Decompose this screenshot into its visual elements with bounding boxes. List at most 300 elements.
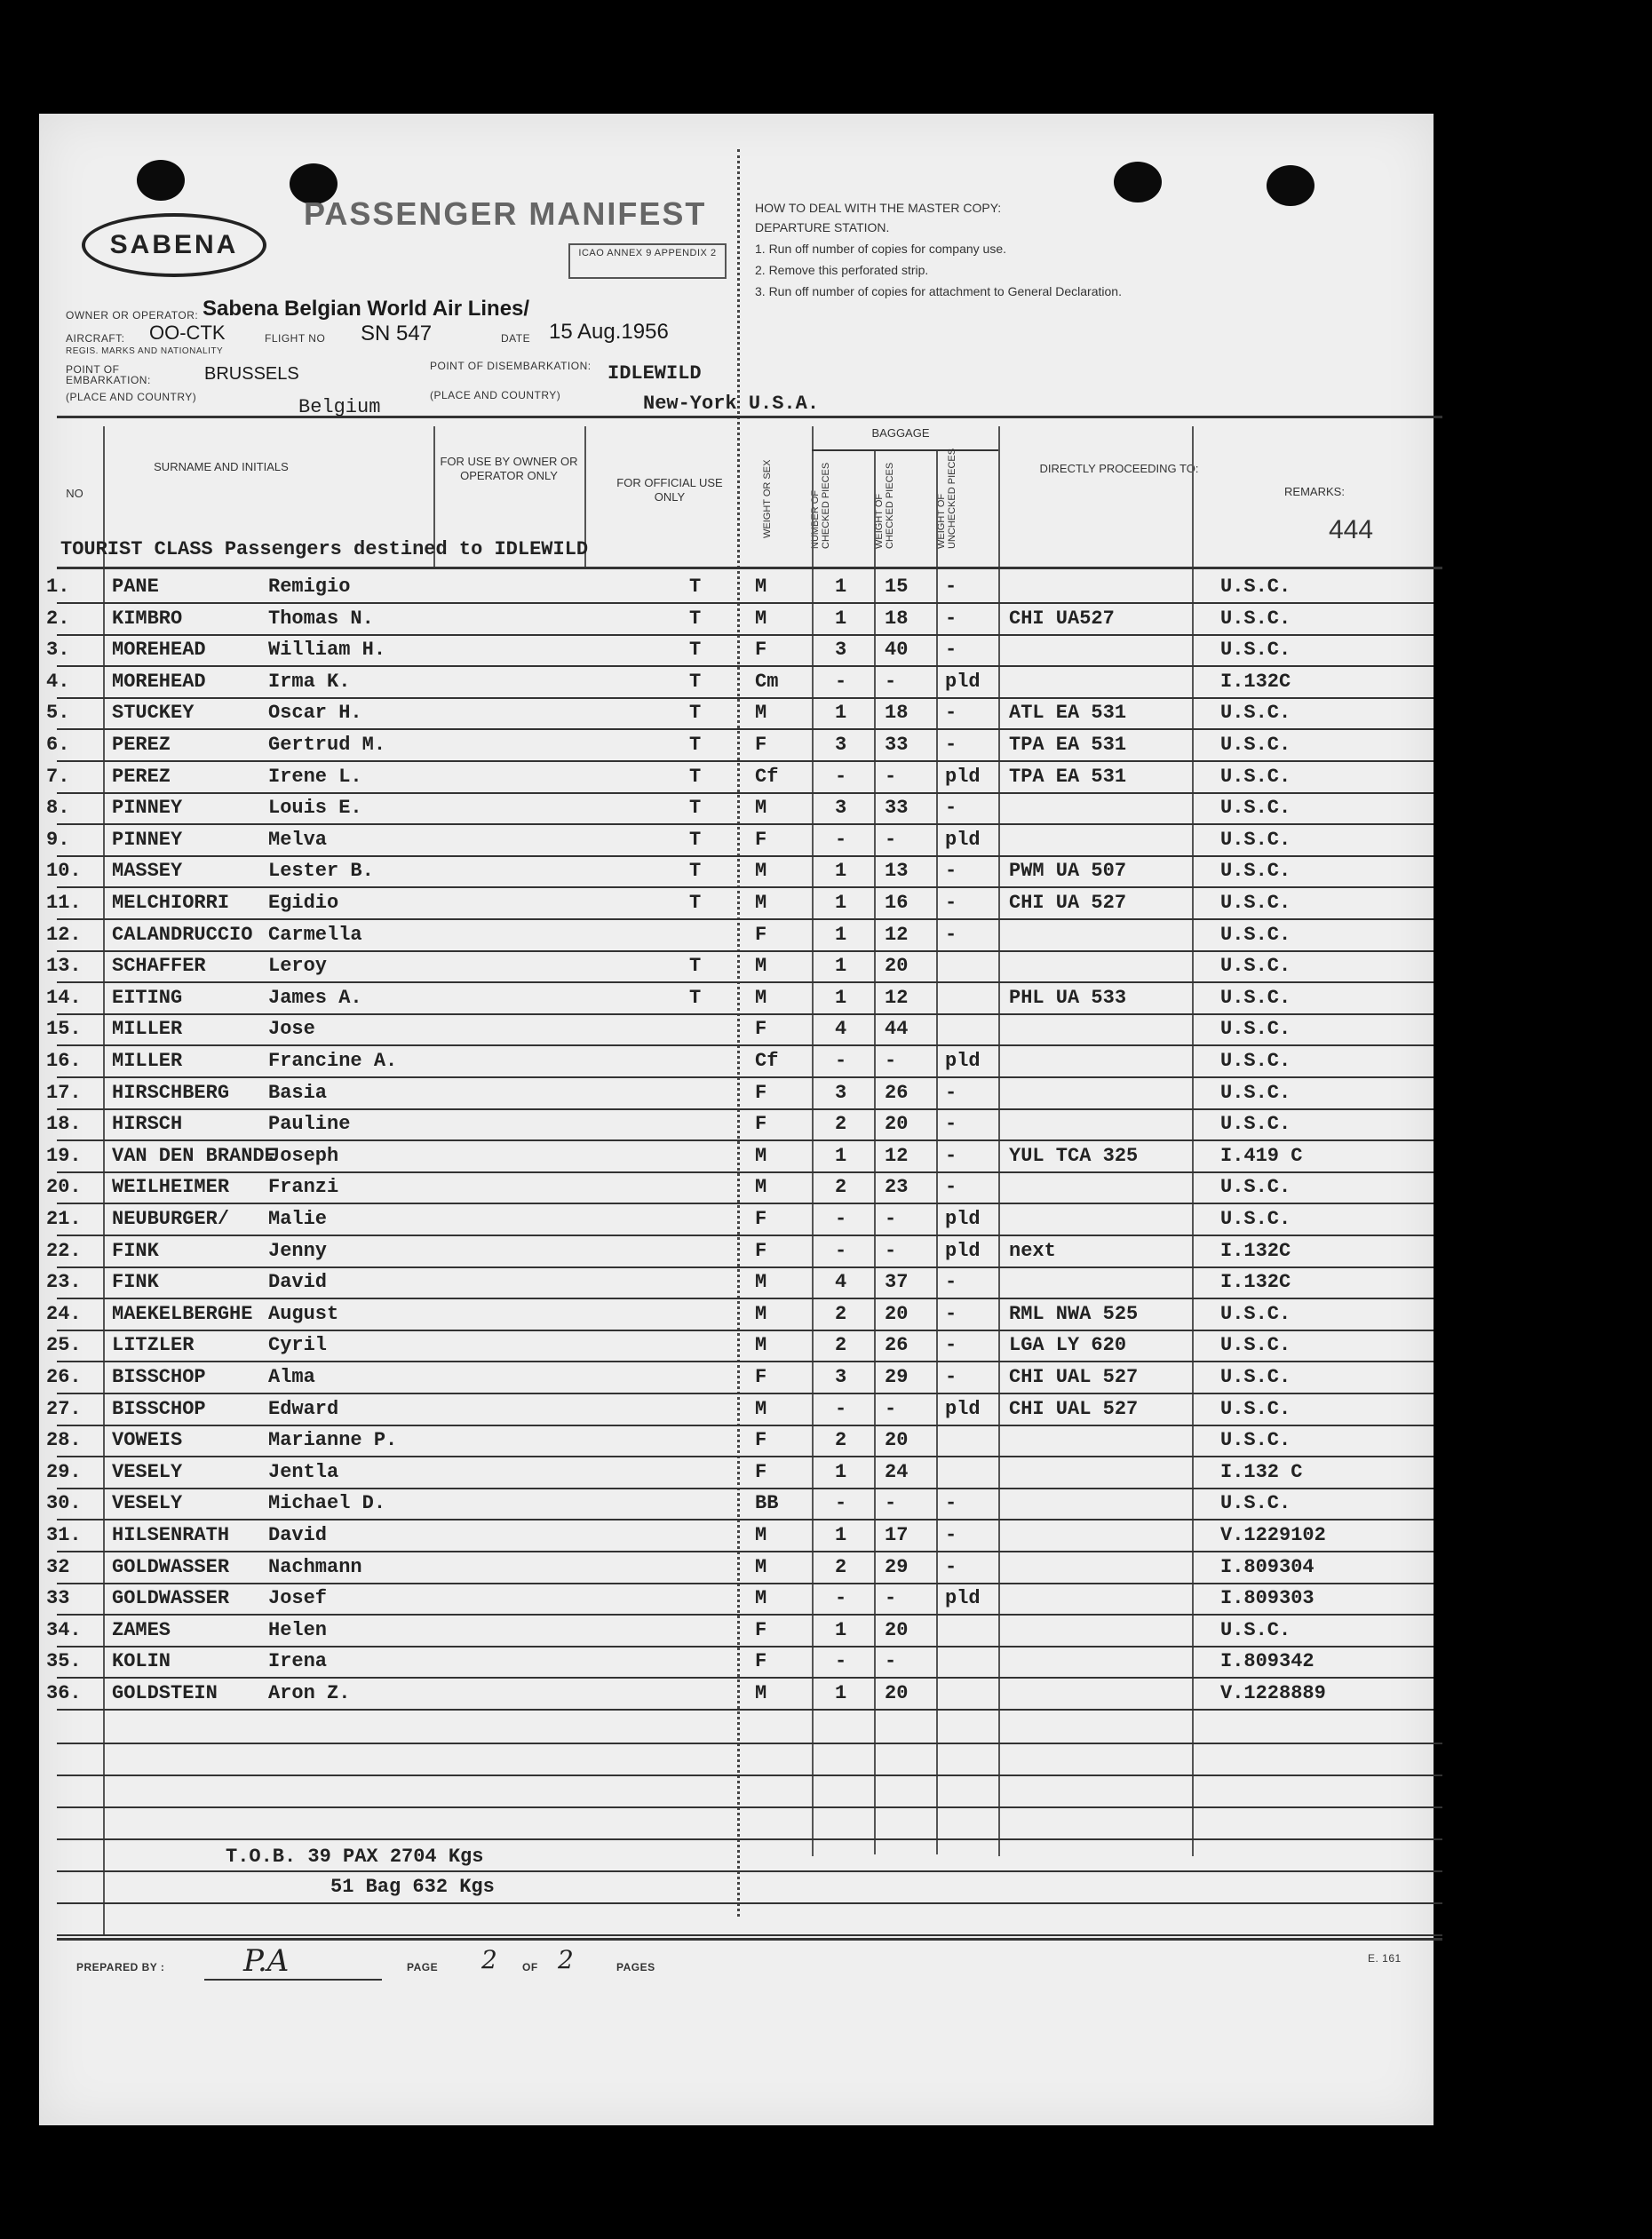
row-number: 30.	[46, 1492, 82, 1515]
row-surname: PANE	[112, 576, 159, 598]
row-proceeding: ATL EA 531	[1009, 702, 1127, 725]
row-unchecked-weight: pld	[945, 1239, 981, 1262]
row-class: T	[689, 765, 702, 788]
row-surname: EITING	[112, 986, 183, 1009]
row-proceeding: PWM UA 507	[1009, 860, 1127, 883]
row-sex: M	[755, 1302, 767, 1325]
row-remarks: U.S.C.	[1220, 734, 1291, 756]
embark-label: POINT OF EMBARKATION:	[66, 363, 151, 386]
row-checked-weight: -	[885, 1208, 897, 1230]
row-unchecked-weight: -	[945, 797, 957, 820]
row-surname: PINNEY	[112, 828, 183, 851]
row-surname: STUCKEY	[112, 702, 195, 725]
col-baggage-header: BAGGAGE	[871, 426, 930, 440]
row-remarks: I.809303	[1220, 1587, 1314, 1610]
row-remarks: U.S.C.	[1220, 828, 1291, 851]
operator-label: OWNER OR OPERATOR:	[66, 309, 199, 322]
row-surname: HIRSCHBERG	[112, 1081, 230, 1104]
row-checked-pieces: 2	[835, 1429, 847, 1452]
row-proceeding: TPA EA 531	[1009, 765, 1127, 788]
table-row	[39, 604, 1434, 636]
row-sex: M	[755, 1271, 767, 1294]
row-unchecked-weight: -	[945, 1302, 957, 1325]
row-checked-pieces: -	[835, 1239, 847, 1262]
row-class: T	[689, 702, 702, 725]
row-sex: F	[755, 1208, 767, 1230]
row-checked-weight: 24	[885, 1460, 909, 1483]
table-row	[39, 572, 1434, 604]
row-given-name: Jenny	[268, 1239, 328, 1262]
row-checked-weight: 29	[885, 1366, 909, 1388]
blank-row-rule	[57, 1934, 1442, 1936]
row-surname: BISSCHOP	[112, 1366, 206, 1388]
row-checked-weight: 26	[885, 1081, 909, 1104]
row-remarks: U.S.C.	[1220, 892, 1291, 914]
row-given-name: Pauline	[268, 1113, 351, 1136]
totals-line-2: 51 Bag 632 Kgs	[330, 1876, 495, 1898]
row-class: T	[689, 670, 702, 693]
disembark-label: POINT OF DISEMBARKATION:	[430, 360, 592, 372]
row-unchecked-weight: pld	[945, 1208, 981, 1230]
row-sex: F	[755, 1081, 767, 1104]
row-checked-weight: -	[885, 670, 897, 693]
row-surname: VESELY	[112, 1492, 183, 1515]
table-row	[39, 1236, 1434, 1268]
row-remarks: V.1228889	[1220, 1682, 1326, 1704]
row-number: 10.	[46, 860, 82, 883]
row-given-name: Louis E.	[268, 797, 362, 820]
row-checked-weight: -	[885, 1492, 897, 1515]
blank-row-rule	[57, 1838, 1442, 1840]
row-class: T	[689, 860, 702, 883]
row-sex: M	[755, 1587, 767, 1610]
row-number: 24.	[46, 1302, 82, 1325]
row-remarks: I.132 C	[1220, 1460, 1303, 1483]
row-checked-weight: 29	[885, 1555, 909, 1578]
embark-country: Belgium	[298, 396, 381, 418]
row-unchecked-weight: -	[945, 1524, 957, 1546]
row-checked-weight: 26	[885, 1334, 909, 1357]
row-surname: SCHAFFER	[112, 955, 206, 978]
table-row	[39, 825, 1434, 857]
row-proceeding: LGA LY 620	[1009, 1334, 1127, 1357]
row-number: 28.	[46, 1429, 82, 1452]
table-row	[39, 793, 1434, 825]
row-unchecked-weight: -	[945, 860, 957, 883]
row-checked-weight: 18	[885, 607, 909, 630]
row-surname: MASSEY	[112, 860, 183, 883]
row-checked-weight: 44	[885, 1018, 909, 1041]
row-unchecked-weight: pld	[945, 1050, 981, 1072]
totals-line-1: T.O.B. 39 PAX 2704 Kgs	[226, 1846, 484, 1868]
table-row	[39, 1616, 1434, 1647]
row-class: T	[689, 639, 702, 662]
row-unchecked-weight: -	[945, 1366, 957, 1388]
row-given-name: Jentla	[268, 1460, 339, 1483]
row-proceeding: RML NWA 525	[1009, 1302, 1139, 1325]
row-checked-weight: 15	[885, 576, 909, 598]
remarks-number: 444	[1329, 515, 1374, 544]
row-surname: CALANDRUCCIO	[112, 923, 253, 946]
row-sex: M	[755, 955, 767, 978]
row-unchecked-weight: -	[945, 734, 957, 756]
table-row	[39, 920, 1434, 952]
col-checked-weight-header: WEIGHT OF CHECKED PIECES	[874, 462, 895, 549]
footer-rule	[57, 1938, 1442, 1941]
table-row	[39, 1489, 1434, 1520]
table-row	[39, 1141, 1434, 1173]
row-checked-pieces: -	[835, 1587, 847, 1610]
row-remarks: U.S.C.	[1220, 1429, 1291, 1452]
row-checked-pieces: 4	[835, 1018, 847, 1041]
row-checked-pieces: 1	[835, 860, 847, 883]
blank-row-rule	[57, 1870, 1442, 1872]
row-checked-pieces: 3	[835, 1081, 847, 1104]
blank-row-rule	[57, 1806, 1442, 1808]
row-surname: LITZLER	[112, 1334, 195, 1357]
disembark-country: New-York U.S.A.	[643, 393, 820, 415]
row-number: 5.	[46, 702, 70, 725]
row-checked-pieces: 1	[835, 1460, 847, 1483]
row-given-name: James A.	[268, 986, 362, 1009]
row-unchecked-weight: -	[945, 1113, 957, 1136]
col-surname-header: SURNAME AND INITIALS	[154, 460, 289, 473]
row-number: 11.	[46, 892, 82, 914]
row-checked-weight: 20	[885, 955, 909, 978]
disembark-value: IDLEWILD	[608, 362, 702, 385]
row-proceeding: CHI UAL 527	[1009, 1366, 1139, 1388]
place-label: (PLACE AND COUNTRY)	[66, 391, 197, 403]
row-remarks: U.S.C.	[1220, 576, 1291, 598]
row-given-name: David	[268, 1271, 328, 1294]
table-top-rule	[57, 416, 1442, 418]
row-given-name: Egidio	[268, 892, 339, 914]
row-surname: HIRSCH	[112, 1113, 183, 1136]
table-row	[39, 1520, 1434, 1552]
row-sex: Cm	[755, 670, 779, 693]
row-surname: PEREZ	[112, 734, 171, 756]
row-checked-weight: 20	[885, 1302, 909, 1325]
flight-label: FLIGHT NO	[265, 332, 326, 345]
punch-hole	[1267, 165, 1314, 206]
row-surname: KIMBRO	[112, 607, 183, 630]
row-checked-pieces: -	[835, 1208, 847, 1230]
row-remarks: U.S.C.	[1220, 986, 1291, 1009]
row-number: 2.	[46, 607, 70, 630]
row-number: 16.	[46, 1050, 82, 1072]
date-value: 15 Aug.1956	[549, 320, 669, 344]
row-remarks: V.1229102	[1220, 1524, 1326, 1546]
row-checked-pieces: 3	[835, 797, 847, 820]
row-checked-weight: -	[885, 828, 897, 851]
row-number: 1.	[46, 576, 70, 598]
row-remarks: U.S.C.	[1220, 923, 1291, 946]
row-number: 35.	[46, 1650, 82, 1673]
row-remarks: I.809304	[1220, 1555, 1314, 1578]
baggage-rule	[812, 449, 998, 451]
row-class: T	[689, 986, 702, 1009]
col-weight-sex-header: WEIGHT OR SEX	[762, 459, 773, 538]
row-surname: MILLER	[112, 1018, 183, 1041]
row-given-name: Edward	[268, 1397, 339, 1420]
row-remarks: I.809342	[1220, 1650, 1314, 1673]
row-checked-weight: 12	[885, 923, 909, 946]
row-number: 18.	[46, 1113, 82, 1136]
row-checked-weight: 17	[885, 1524, 909, 1546]
row-checked-weight: 20	[885, 1682, 909, 1704]
table-row	[39, 1109, 1434, 1141]
col-unchecked-weight-header: WEIGHT OF UNCHECKED PIECES	[936, 448, 957, 549]
aircraft-value: OO-CTK	[149, 322, 226, 344]
sabena-logo: SABENA	[82, 213, 266, 277]
page-value: 2	[481, 1945, 497, 1974]
row-remarks: U.S.C.	[1220, 1492, 1291, 1515]
punch-hole	[1114, 162, 1162, 202]
row-checked-weight: 12	[885, 986, 909, 1009]
row-checked-weight: -	[885, 1050, 897, 1072]
table-row	[39, 1679, 1434, 1711]
row-surname: VOWEIS	[112, 1429, 183, 1452]
row-checked-weight: -	[885, 1397, 897, 1420]
row-given-name: Malie	[268, 1208, 328, 1230]
row-class: T	[689, 607, 702, 630]
row-unchecked-weight: pld	[945, 1587, 981, 1610]
row-sex: F	[755, 639, 767, 662]
row-number: 33	[46, 1587, 70, 1610]
table-row	[39, 698, 1434, 730]
row-checked-pieces: -	[835, 828, 847, 851]
row-unchecked-weight: -	[945, 1492, 957, 1515]
row-given-name: Gertrud M.	[268, 734, 386, 756]
row-sex: M	[755, 1682, 767, 1704]
blank-row-rule	[57, 1743, 1442, 1744]
row-proceeding: TPA EA 531	[1009, 734, 1127, 756]
row-checked-pieces: 2	[835, 1176, 847, 1199]
table-row	[39, 1394, 1434, 1426]
row-sex: M	[755, 1176, 767, 1199]
row-given-name: Cyril	[268, 1334, 328, 1357]
row-checked-pieces: -	[835, 670, 847, 693]
row-checked-pieces: 2	[835, 1334, 847, 1357]
row-unchecked-weight: pld	[945, 1397, 981, 1420]
row-unchecked-weight: pld	[945, 828, 981, 851]
table-row	[39, 1362, 1434, 1394]
row-checked-weight: 20	[885, 1113, 909, 1136]
row-surname: BISSCHOP	[112, 1397, 206, 1420]
row-given-name: Alma	[268, 1366, 315, 1388]
row-class: T	[689, 576, 702, 598]
row-number: 34.	[46, 1618, 82, 1641]
row-given-name: Marianne P.	[268, 1429, 398, 1452]
row-remarks: I.419 C	[1220, 1144, 1303, 1167]
row-number: 31.	[46, 1524, 82, 1546]
row-remarks: I.132C	[1220, 1271, 1291, 1294]
blank-row-rule	[57, 1775, 1442, 1776]
row-given-name: Nachmann	[268, 1555, 362, 1578]
row-checked-weight: -	[885, 1239, 897, 1262]
row-given-name: Franzi	[268, 1176, 339, 1199]
col-proceeding-header: DIRECTLY PROCEEDING TO:	[1039, 462, 1199, 475]
row-remarks: U.S.C.	[1220, 1176, 1291, 1199]
row-given-name: Remigio	[268, 576, 351, 598]
col-checked-pieces-header: NUMBER OF CHECKED PIECES	[810, 462, 831, 549]
row-surname: GOLDSTEIN	[112, 1682, 218, 1704]
row-unchecked-weight: -	[945, 923, 957, 946]
row-checked-pieces: 1	[835, 892, 847, 914]
row-number: 14.	[46, 986, 82, 1009]
row-remarks: U.S.C.	[1220, 639, 1291, 662]
row-checked-pieces: 2	[835, 1113, 847, 1136]
table-row	[39, 888, 1434, 920]
row-sex: M	[755, 702, 767, 725]
row-given-name: Jose	[268, 1018, 315, 1041]
row-checked-weight: 33	[885, 734, 909, 756]
row-surname: MOREHEAD	[112, 670, 206, 693]
table-row	[39, 1078, 1434, 1110]
row-sex: M	[755, 576, 767, 598]
row-remarks: U.S.C.	[1220, 1302, 1291, 1325]
row-checked-pieces: 3	[835, 1366, 847, 1388]
row-sex: M	[755, 1397, 767, 1420]
header-bottom-rule	[57, 567, 1442, 569]
table-row	[39, 730, 1434, 762]
row-surname: FINK	[112, 1271, 159, 1294]
row-given-name: David	[268, 1524, 328, 1546]
row-given-name: Oscar H.	[268, 702, 362, 725]
table-row	[39, 856, 1434, 888]
prepared-label: PREPARED BY :	[76, 1961, 165, 1973]
row-surname: GOLDWASSER	[112, 1555, 230, 1578]
aircraft-label: AIRCRAFT:	[66, 332, 125, 345]
row-sex: M	[755, 892, 767, 914]
row-checked-weight: 37	[885, 1271, 909, 1294]
form-title: PASSENGER MANIFEST	[304, 195, 707, 232]
row-proceeding: CHI UAL 527	[1009, 1397, 1139, 1420]
row-number: 15.	[46, 1018, 82, 1041]
row-surname: KOLIN	[112, 1650, 171, 1673]
table-row	[39, 1204, 1434, 1236]
row-remarks: U.S.C.	[1220, 1050, 1291, 1072]
row-sex: M	[755, 1144, 767, 1167]
row-sex: Cf	[755, 765, 779, 788]
row-surname: VESELY	[112, 1460, 183, 1483]
row-remarks: U.S.C.	[1220, 702, 1291, 725]
row-checked-pieces: 1	[835, 1524, 847, 1546]
page-label: PAGE	[407, 1961, 439, 1973]
row-checked-pieces: 1	[835, 986, 847, 1009]
row-given-name: Irena	[268, 1650, 328, 1673]
row-checked-pieces: -	[835, 1650, 847, 1673]
col-remarks-header: REMARKS:	[1284, 485, 1345, 498]
row-remarks: U.S.C.	[1220, 765, 1291, 788]
row-remarks: U.S.C.	[1220, 607, 1291, 630]
table-row	[39, 1552, 1434, 1584]
instruction-item: 2. Remove this perforated strip.	[755, 263, 929, 277]
row-remarks: U.S.C.	[1220, 1366, 1291, 1388]
row-checked-weight: 33	[885, 797, 909, 820]
row-unchecked-weight: pld	[945, 765, 981, 788]
flight-value: SN 547	[361, 322, 433, 345]
row-number: 4.	[46, 670, 70, 693]
section-title: TOURIST CLASS Passengers destined to IDLEWILD	[60, 538, 589, 560]
row-number: 21.	[46, 1208, 82, 1230]
row-checked-weight: 23	[885, 1176, 909, 1199]
row-sex: F	[755, 1429, 767, 1452]
table-row	[39, 983, 1434, 1015]
row-unchecked-weight: -	[945, 892, 957, 914]
instructions-title: HOW TO DEAL WITH THE MASTER COPY:	[755, 201, 1002, 215]
row-given-name: Aron Z.	[268, 1682, 351, 1704]
row-checked-weight: -	[885, 1650, 897, 1673]
prepared-line	[204, 1979, 382, 1981]
row-unchecked-weight: -	[945, 1144, 957, 1167]
row-remarks: I.132C	[1220, 1239, 1291, 1262]
row-checked-weight: 20	[885, 1618, 909, 1641]
row-checked-pieces: 1	[835, 1682, 847, 1704]
row-number: 32	[46, 1555, 70, 1578]
row-checked-weight: 20	[885, 1429, 909, 1452]
row-sex: M	[755, 607, 767, 630]
preparer-signature: P.A	[243, 1943, 290, 1979]
row-sex: F	[755, 1460, 767, 1483]
table-row	[39, 1425, 1434, 1457]
row-given-name: William H.	[268, 639, 386, 662]
annex-box: ICAO ANNEX 9 APPENDIX 2	[568, 243, 727, 279]
row-checked-weight: 40	[885, 639, 909, 662]
row-given-name: Francine A.	[268, 1050, 398, 1072]
row-sex: F	[755, 1239, 767, 1262]
row-surname: NEUBURGER/	[112, 1208, 230, 1230]
row-remarks: I.132C	[1220, 670, 1291, 693]
row-checked-pieces: 1	[835, 702, 847, 725]
table-row	[39, 762, 1434, 794]
row-checked-pieces: 1	[835, 607, 847, 630]
of-value: 2	[558, 1945, 574, 1974]
row-given-name: Thomas N.	[268, 607, 374, 630]
row-surname: MAEKELBERGHE	[112, 1302, 253, 1325]
row-sex: F	[755, 1366, 767, 1388]
row-number: 8.	[46, 797, 70, 820]
row-unchecked-weight: -	[945, 607, 957, 630]
row-sex: M	[755, 1555, 767, 1578]
row-proceeding: PHL UA 533	[1009, 986, 1127, 1009]
row-class: T	[689, 892, 702, 914]
row-number: 17.	[46, 1081, 82, 1104]
row-checked-pieces: 3	[835, 734, 847, 756]
row-sex: M	[755, 797, 767, 820]
row-remarks: U.S.C.	[1220, 1081, 1291, 1104]
row-checked-pieces: -	[835, 1050, 847, 1072]
row-number: 13.	[46, 955, 82, 978]
row-checked-weight: 16	[885, 892, 909, 914]
instruction-item: 1. Run off number of copies for company use.	[755, 242, 1007, 256]
row-surname: MOREHEAD	[112, 639, 206, 662]
of-label: OF	[522, 1961, 538, 1973]
row-number: 9.	[46, 828, 70, 851]
row-remarks: U.S.C.	[1220, 1334, 1291, 1357]
row-sex: M	[755, 986, 767, 1009]
table-row	[39, 1330, 1434, 1362]
row-remarks: U.S.C.	[1220, 1208, 1291, 1230]
row-rule	[57, 1709, 1434, 1711]
row-checked-pieces: 1	[835, 1144, 847, 1167]
row-class: T	[689, 797, 702, 820]
table-row	[39, 1046, 1434, 1078]
table-row	[39, 1014, 1434, 1046]
row-checked-weight: -	[885, 1587, 897, 1610]
row-proceeding: YUL TCA 325	[1009, 1144, 1139, 1167]
row-surname: ZAMES	[112, 1618, 171, 1641]
